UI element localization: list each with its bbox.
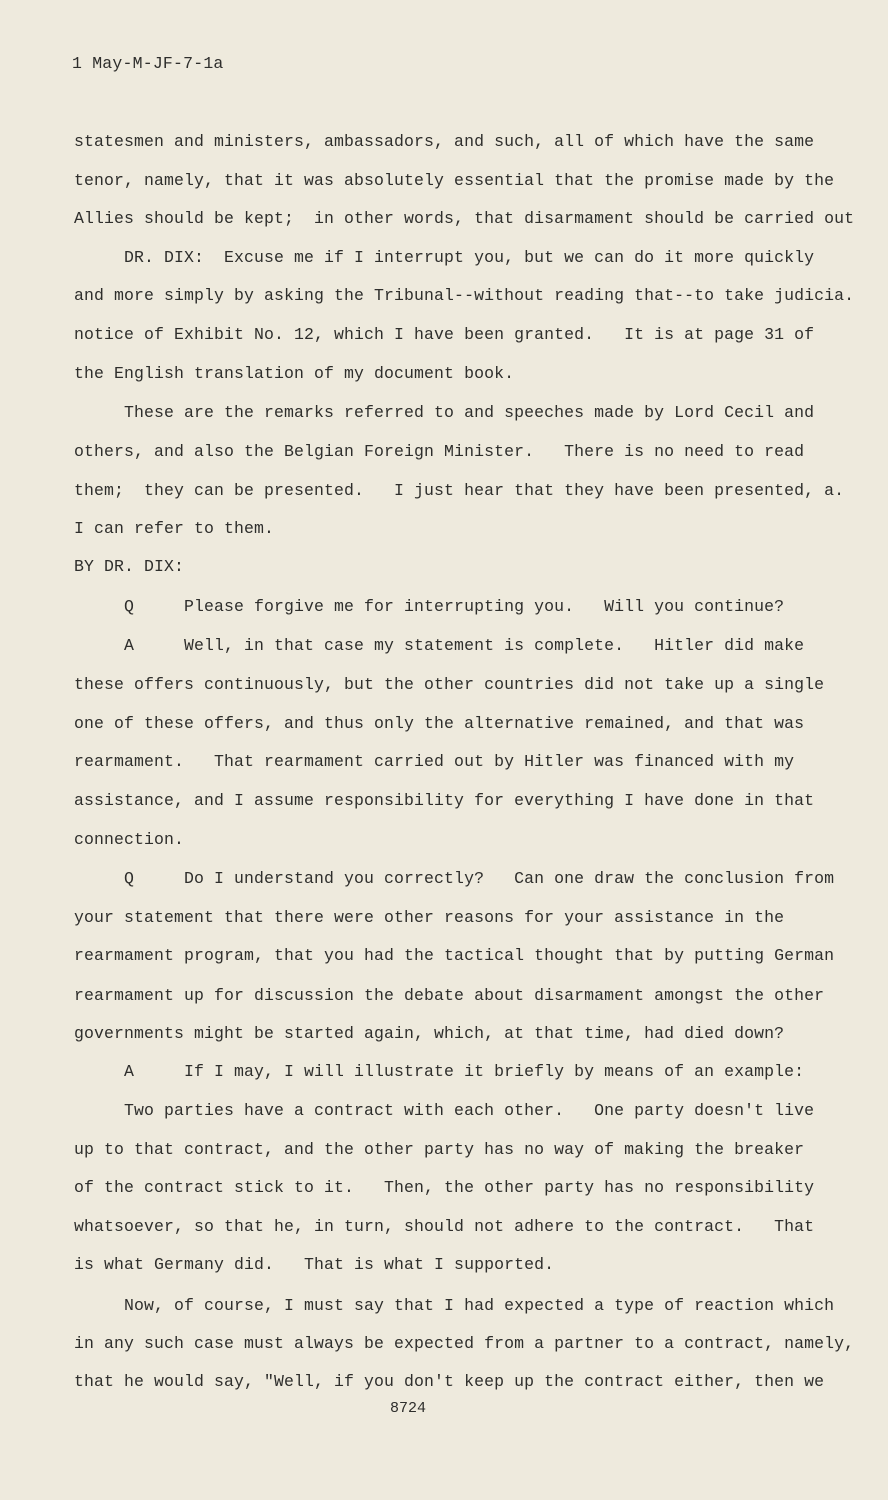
text-line: rearmament. That rearmament carried out by Hitler was financed with my <box>74 752 795 771</box>
text-line: your statement that there were other reasons for your assistance in the <box>74 908 785 927</box>
text-line: Q Do I understand you correctly? Can one draw the conclusion from <box>74 869 835 888</box>
text-line: Two parties have a contract with each other. One party doesn't live <box>74 1101 815 1120</box>
text-line: These are the remarks referred to and speeches made by Lord Cecil and <box>74 403 815 422</box>
text-line: of the contract stick to it. Then, the other party has no responsibility <box>74 1178 815 1197</box>
text-line: Q Please forgive me for interrupting you. Will you continue? <box>74 597 785 616</box>
text-line: notice of Exhibit No. 12, which I have been granted. It is at page 31 of <box>74 325 815 344</box>
text-line: A If I may, I will illustrate it briefly by means of an example: <box>74 1062 805 1081</box>
text-line: others, and also the Belgian Foreign Minister. There is no need to read <box>74 442 805 461</box>
text-line: them; they can be presented. I just hear that they have been presented, a. <box>74 481 845 500</box>
text-line: tenor, namely, that it was absolutely essential that the promise made by the <box>74 171 835 190</box>
text-line: connection. <box>74 830 185 849</box>
text-line: whatsoever, so that he, in turn, should not adhere to the contract. That <box>74 1217 815 1236</box>
text-line: and more simply by asking the Tribunal--without reading that--to take judicia. <box>74 286 855 305</box>
text-line: in any such case must always be expected from a partner to a contract, namely, <box>74 1334 855 1353</box>
text-line: is what Germany did. That is what I supported. <box>74 1255 555 1274</box>
text-line: the English translation of my document book. <box>74 364 515 383</box>
text-line: A Well, in that case my statement is complete. Hitler did make <box>74 636 805 655</box>
text-line: one of these offers, and thus only the alternative remained, and that was <box>74 714 805 733</box>
text-line: up to that contract, and the other party has no way of making the breaker <box>74 1140 805 1159</box>
text-line: governments might be started again, which, at that time, had died down? <box>74 1024 785 1043</box>
text-line: these offers continuously, but the other countries did not take up a single <box>74 675 825 694</box>
text-line: Allies should be kept; in other words, that disarmament should be carried out <box>74 209 855 228</box>
text-line: rearmament up for discussion the debate about disarmament amongst the other <box>74 986 825 1005</box>
text-line: DR. DIX: Excuse me if I interrupt you, but we can do it more quickly <box>74 248 815 267</box>
document-header: 1 May-M-JF-7-1a <box>72 54 224 73</box>
text-line: Now, of course, I must say that I had expected a type of reaction which <box>74 1296 835 1315</box>
text-line: rearmament program, that you had the tactical thought that by putting German <box>74 946 835 965</box>
text-line: assistance, and I assume responsibility for everything I have done in that <box>74 791 815 810</box>
text-line: statesmen and ministers, ambassadors, and such, all of which have the same <box>74 132 815 151</box>
text-line: that he would say, "Well, if you don't keep up the contract either, then we <box>74 1372 825 1391</box>
text-line: I can refer to them. <box>74 519 275 538</box>
speaker-heading: BY DR. DIX: <box>74 557 185 576</box>
page-number: 8724 <box>390 1400 427 1417</box>
